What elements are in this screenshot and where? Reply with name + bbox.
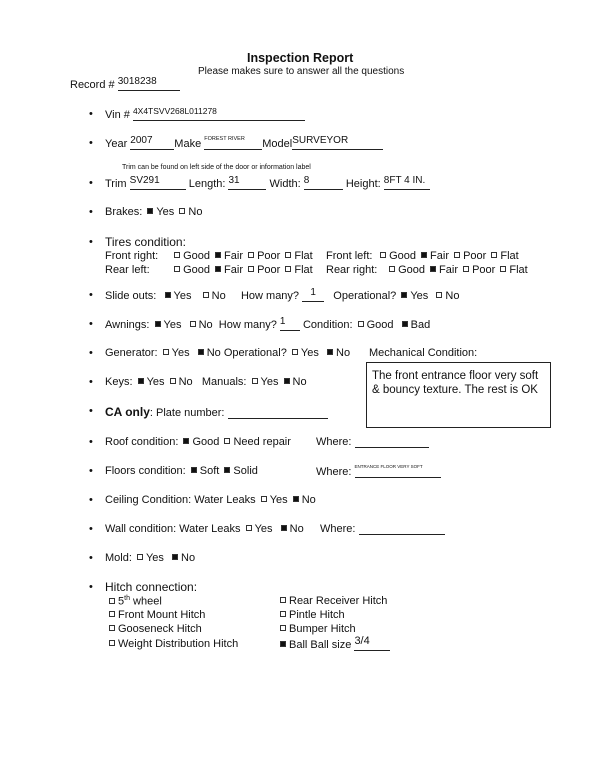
slide-op-yes-checkbox[interactable] bbox=[401, 292, 407, 298]
generator-op-yes-label: Yes bbox=[300, 347, 319, 359]
weight-dist-label: Weight Distribution Hitch bbox=[118, 638, 239, 650]
mechanical-condition-textbox[interactable]: The front entrance floor very soft & bouncy texture. The rest is OK bbox=[366, 362, 551, 428]
year-field[interactable] bbox=[130, 137, 174, 150]
vin-field[interactable] bbox=[133, 108, 305, 121]
rear-receiver-checkbox[interactable] bbox=[280, 597, 286, 603]
fl-good-checkbox[interactable] bbox=[380, 252, 386, 258]
generator-yes-label: Yes bbox=[171, 347, 190, 359]
floors-where bbox=[316, 465, 441, 478]
brakes-label: Brakes: bbox=[105, 206, 143, 218]
bullet: • bbox=[89, 289, 93, 301]
vin-label: Vin # bbox=[105, 109, 130, 121]
make-field[interactable] bbox=[204, 137, 262, 150]
floors-where-label: Where: bbox=[316, 466, 352, 478]
rr-good-checkbox[interactable] bbox=[389, 266, 395, 272]
mechanical-label: Mechanical Condition: bbox=[369, 347, 478, 359]
rl-flat-checkbox[interactable] bbox=[285, 266, 291, 272]
keys-no-label: No bbox=[178, 376, 193, 388]
bullet: • bbox=[89, 206, 93, 218]
bumper-label: Bumper Hitch bbox=[289, 623, 356, 635]
hitch-ball bbox=[278, 635, 390, 651]
model-label: Model bbox=[262, 138, 293, 150]
rr-fair-checkbox[interactable] bbox=[430, 266, 436, 272]
rr-good-label: Good bbox=[398, 264, 425, 276]
manuals-label: Manuals: bbox=[201, 376, 247, 388]
bullet: • bbox=[89, 581, 93, 593]
awnings-how-many-label: How many? bbox=[218, 319, 277, 331]
bullet: • bbox=[89, 236, 93, 248]
ceiling-label: Ceiling Condition: Water Leaks bbox=[105, 494, 256, 506]
awnings-row bbox=[105, 318, 430, 331]
weight-dist-checkbox[interactable] bbox=[109, 640, 115, 646]
wall-where-field[interactable] bbox=[359, 524, 445, 535]
slide-how-many-field[interactable] bbox=[302, 289, 324, 302]
mold-no-label: No bbox=[181, 552, 196, 564]
generator-op-yes-checkbox[interactable] bbox=[292, 349, 298, 355]
ca-row bbox=[105, 405, 328, 419]
ceiling-row bbox=[105, 494, 316, 506]
fr-good-checkbox[interactable] bbox=[174, 252, 180, 258]
slide-op-no-label: No bbox=[445, 290, 460, 302]
rl-good-checkbox[interactable] bbox=[174, 266, 180, 272]
floors-where-field[interactable] bbox=[355, 465, 441, 478]
mold-yes-checkbox[interactable] bbox=[137, 554, 143, 560]
model-field[interactable] bbox=[292, 137, 383, 150]
slide-how-many-label: How many? bbox=[240, 290, 300, 302]
tire-rear-right bbox=[326, 264, 528, 276]
rear-receiver-label: Rear Receiver Hitch bbox=[289, 595, 388, 607]
awnings-yes-label: Yes bbox=[163, 319, 182, 331]
slide-outs-label: Slide outs: bbox=[105, 290, 157, 302]
slide-no-checkbox[interactable] bbox=[203, 292, 209, 298]
record-field[interactable] bbox=[118, 78, 180, 91]
floors-label: Floors condition: bbox=[105, 465, 186, 477]
slide-how-many-value: 1 bbox=[310, 287, 316, 298]
mold-yes-label: Yes bbox=[145, 552, 164, 564]
fr-fair-checkbox[interactable] bbox=[215, 252, 221, 258]
wall-label: Wall condition: Water Leaks bbox=[105, 523, 241, 535]
length-label: Length: bbox=[188, 178, 226, 190]
gooseneck-checkbox[interactable] bbox=[109, 625, 115, 631]
roof-label: Roof condition: bbox=[105, 436, 179, 448]
bullet: • bbox=[89, 552, 93, 564]
bullet: • bbox=[89, 137, 93, 149]
wall-yes-label: Yes bbox=[254, 523, 273, 535]
roof-where-label: Where: bbox=[316, 436, 352, 448]
ceiling-yes-checkbox[interactable] bbox=[261, 496, 267, 502]
hitch-label: Hitch connection: bbox=[105, 580, 198, 594]
year-label: Year bbox=[105, 138, 128, 150]
roof-where-field[interactable] bbox=[355, 437, 429, 448]
rl-good-label: Good bbox=[183, 264, 210, 276]
hitch-pintle bbox=[278, 609, 345, 621]
keys-yes-checkbox[interactable] bbox=[138, 378, 144, 384]
fl-poor-checkbox[interactable] bbox=[454, 252, 460, 258]
awnings-how-many-value: 1 bbox=[279, 316, 286, 327]
page-title: Inspection Report bbox=[247, 51, 354, 65]
model-value: SURVEYOR bbox=[292, 135, 349, 146]
wall-where-label: Where: bbox=[320, 523, 356, 535]
wall-yes-checkbox[interactable] bbox=[246, 525, 252, 531]
roof-repair-checkbox[interactable] bbox=[224, 438, 230, 444]
bullet: • bbox=[89, 347, 93, 359]
pintle-label: Pintle Hitch bbox=[289, 609, 345, 621]
trim-field[interactable] bbox=[130, 177, 186, 190]
floors-solid-checkbox[interactable] bbox=[224, 467, 230, 473]
fr-good-label: Good bbox=[183, 250, 210, 262]
ca-only-label: CA only bbox=[105, 405, 150, 419]
manuals-yes-label: Yes bbox=[260, 376, 279, 388]
awnings-bad-checkbox[interactable] bbox=[402, 321, 408, 327]
ceiling-no-checkbox[interactable] bbox=[293, 496, 299, 502]
tire-rear-left-label: Rear left: bbox=[105, 264, 150, 276]
hitch-fifth-wheel bbox=[107, 595, 162, 608]
height-label: Height: bbox=[345, 178, 381, 190]
bullet: • bbox=[89, 318, 93, 330]
bullet: • bbox=[89, 177, 93, 189]
width-label: Width: bbox=[269, 178, 301, 190]
floors-row bbox=[105, 465, 258, 477]
rr-flat-checkbox[interactable] bbox=[500, 266, 506, 272]
floors-where-value: ENTRANCE FLOOR VERY SOFT bbox=[354, 464, 423, 469]
slide-yes-checkbox[interactable] bbox=[165, 292, 171, 298]
bullet: • bbox=[89, 523, 93, 535]
awnings-how-many-field[interactable] bbox=[280, 318, 300, 331]
generator-no-checkbox[interactable] bbox=[198, 349, 204, 355]
rl-poor-checkbox[interactable] bbox=[248, 266, 254, 272]
ball-size-field[interactable] bbox=[354, 635, 390, 651]
brakes-row bbox=[105, 206, 202, 218]
make-label: Make bbox=[174, 138, 202, 150]
fifth-wheel-label: wheel bbox=[129, 595, 162, 608]
bullet: • bbox=[89, 494, 93, 506]
slide-no-label: No bbox=[211, 290, 226, 302]
rl-poor-label: Poor bbox=[257, 264, 281, 276]
plate-number-field[interactable] bbox=[228, 408, 328, 419]
awnings-bad-label: Bad bbox=[410, 319, 431, 331]
year-value: 2007 bbox=[130, 135, 153, 146]
keys-yes-label: Yes bbox=[146, 376, 165, 388]
mold-no-checkbox[interactable] bbox=[172, 554, 178, 560]
roof-row bbox=[105, 436, 291, 448]
tires-label: Tires condition: bbox=[105, 235, 186, 249]
rl-fair-label: Fair bbox=[224, 264, 243, 276]
length-value: 31 bbox=[228, 175, 240, 186]
wall-where bbox=[320, 523, 445, 535]
wall-no-checkbox[interactable] bbox=[281, 525, 287, 531]
wall-no-label: No bbox=[289, 523, 304, 535]
fr-poor-label: Poor bbox=[257, 250, 281, 262]
width-field[interactable] bbox=[304, 177, 343, 190]
trim-value: SV291 bbox=[129, 175, 160, 186]
hitch-weight-dist bbox=[107, 638, 238, 650]
front-mount-label: Front Mount Hitch bbox=[118, 609, 206, 621]
slide-op-yes-label: Yes bbox=[410, 290, 429, 302]
hitch-front-mount bbox=[107, 609, 205, 621]
roof-where bbox=[316, 436, 429, 448]
awnings-good-label: Good bbox=[366, 319, 394, 331]
bullet: • bbox=[89, 465, 93, 477]
fl-flat-checkbox[interactable] bbox=[491, 252, 497, 258]
fl-good-label: Good bbox=[389, 250, 416, 262]
generator-row bbox=[105, 347, 350, 359]
tire-front-right-label: Front right: bbox=[105, 250, 159, 262]
fifth-wheel-sup: th bbox=[124, 595, 130, 602]
fl-flat-label: Flat bbox=[500, 250, 519, 262]
vin-value: 4X4TSVV268L011278 bbox=[132, 106, 217, 116]
roof-good-checkbox[interactable] bbox=[183, 438, 189, 444]
rl-fair-checkbox[interactable] bbox=[215, 266, 221, 272]
hitch-gooseneck bbox=[107, 623, 202, 635]
trim-label: Trim bbox=[105, 178, 127, 190]
trim-row bbox=[105, 177, 430, 190]
tire-front-left bbox=[326, 250, 519, 262]
front-mount-checkbox[interactable] bbox=[109, 611, 115, 617]
hitch-bumper bbox=[278, 623, 356, 635]
keys-label: Keys: bbox=[105, 376, 133, 388]
tire-front-right bbox=[105, 250, 313, 262]
awnings-condition-label: Condition: bbox=[302, 319, 353, 331]
fr-flat-label: Flat bbox=[294, 250, 313, 262]
tire-rear-right-label: Rear right: bbox=[326, 264, 378, 276]
fifth-wheel-checkbox[interactable] bbox=[109, 598, 115, 604]
rr-poor-checkbox[interactable] bbox=[463, 266, 469, 272]
year-make-model-row bbox=[105, 137, 383, 150]
fr-poor-checkbox[interactable] bbox=[248, 252, 254, 258]
awnings-label: Awnings: bbox=[105, 319, 150, 331]
ceiling-no-label: No bbox=[301, 494, 316, 506]
mold-row bbox=[105, 552, 195, 564]
generator-no-label: No bbox=[206, 347, 221, 359]
length-field[interactable] bbox=[228, 177, 266, 190]
page-subtitle: Please makes sure to answer all the questions bbox=[198, 66, 405, 77]
plate-number-label: : Plate number: bbox=[149, 407, 225, 419]
generator-yes-checkbox[interactable] bbox=[163, 349, 169, 355]
awnings-yes-checkbox[interactable] bbox=[155, 321, 161, 327]
awnings-no-checkbox[interactable] bbox=[190, 321, 196, 327]
ball-checkbox[interactable] bbox=[280, 641, 286, 647]
height-value: 8FT 4 IN. bbox=[383, 175, 426, 186]
keys-row bbox=[105, 376, 307, 388]
floors-solid-label: Solid bbox=[233, 465, 258, 477]
ceiling-yes-label: Yes bbox=[269, 494, 288, 506]
slide-operational-label: Operational? bbox=[333, 290, 397, 302]
fl-poor-label: Poor bbox=[463, 250, 487, 262]
rr-fair-label: Fair bbox=[439, 264, 458, 276]
record-row bbox=[70, 78, 180, 91]
fr-fair-label: Fair bbox=[224, 250, 243, 262]
vin-row bbox=[105, 108, 305, 121]
tire-rear-left bbox=[105, 264, 313, 276]
bullet: • bbox=[89, 405, 93, 417]
brakes-yes-label: Yes bbox=[156, 206, 175, 218]
brakes-yes-checkbox[interactable] bbox=[147, 208, 153, 214]
bullet: • bbox=[89, 108, 93, 120]
ball-label: Ball bbox=[289, 639, 308, 651]
slide-op-no-checkbox[interactable] bbox=[436, 292, 442, 298]
rr-flat-label: Flat bbox=[509, 264, 528, 276]
wall-row bbox=[105, 523, 304, 535]
mold-label: Mold: bbox=[105, 552, 132, 564]
record-label: Record # bbox=[70, 79, 115, 91]
floors-soft-label: Soft bbox=[199, 465, 220, 477]
manuals-no-checkbox[interactable] bbox=[284, 378, 290, 384]
slide-yes-label: Yes bbox=[173, 290, 192, 302]
generator-label: Generator: bbox=[105, 347, 158, 359]
generator-op-no-label: No bbox=[336, 347, 351, 359]
slide-outs-row bbox=[105, 289, 459, 302]
height-field[interactable] bbox=[384, 177, 430, 190]
width-value: 8 bbox=[303, 175, 310, 186]
hitch-rear-receiver bbox=[278, 595, 387, 607]
awnings-good-checkbox[interactable] bbox=[358, 321, 364, 327]
gooseneck-label: Gooseneck Hitch bbox=[118, 623, 202, 635]
record-value: 3018238 bbox=[117, 76, 157, 87]
keys-no-checkbox[interactable] bbox=[170, 378, 176, 384]
generator-op-no-checkbox[interactable] bbox=[327, 349, 333, 355]
rr-poor-label: Poor bbox=[472, 264, 496, 276]
roof-repair-label: Need repair bbox=[233, 436, 291, 448]
generator-operational-label: Operational? bbox=[223, 347, 287, 359]
manuals-yes-checkbox[interactable] bbox=[252, 378, 258, 384]
bumper-checkbox[interactable] bbox=[280, 625, 286, 631]
bullet: • bbox=[89, 436, 93, 448]
floors-soft-checkbox[interactable] bbox=[191, 467, 197, 473]
brakes-no-checkbox[interactable] bbox=[179, 208, 185, 214]
trim-note: Trim can be found on left side of the door or information label bbox=[122, 164, 311, 171]
awnings-no-label: No bbox=[198, 319, 213, 331]
fifth-wheel-number: 5 bbox=[118, 595, 125, 608]
roof-good-label: Good bbox=[192, 436, 220, 448]
ball-size-value: 3/4 bbox=[354, 635, 370, 647]
pintle-checkbox[interactable] bbox=[280, 611, 286, 617]
fr-flat-checkbox[interactable] bbox=[285, 252, 291, 258]
tire-front-left-label: Front left: bbox=[326, 250, 373, 262]
bullet: • bbox=[89, 376, 93, 388]
ball-size-label: Ball size bbox=[310, 639, 352, 651]
manuals-no-label: No bbox=[292, 376, 307, 388]
make-value: FOREST RIVER bbox=[204, 136, 245, 142]
brakes-no-label: No bbox=[188, 206, 203, 218]
fl-fair-label: Fair bbox=[430, 250, 449, 262]
rl-flat-label: Flat bbox=[294, 264, 313, 276]
fl-fair-checkbox[interactable] bbox=[421, 252, 427, 258]
